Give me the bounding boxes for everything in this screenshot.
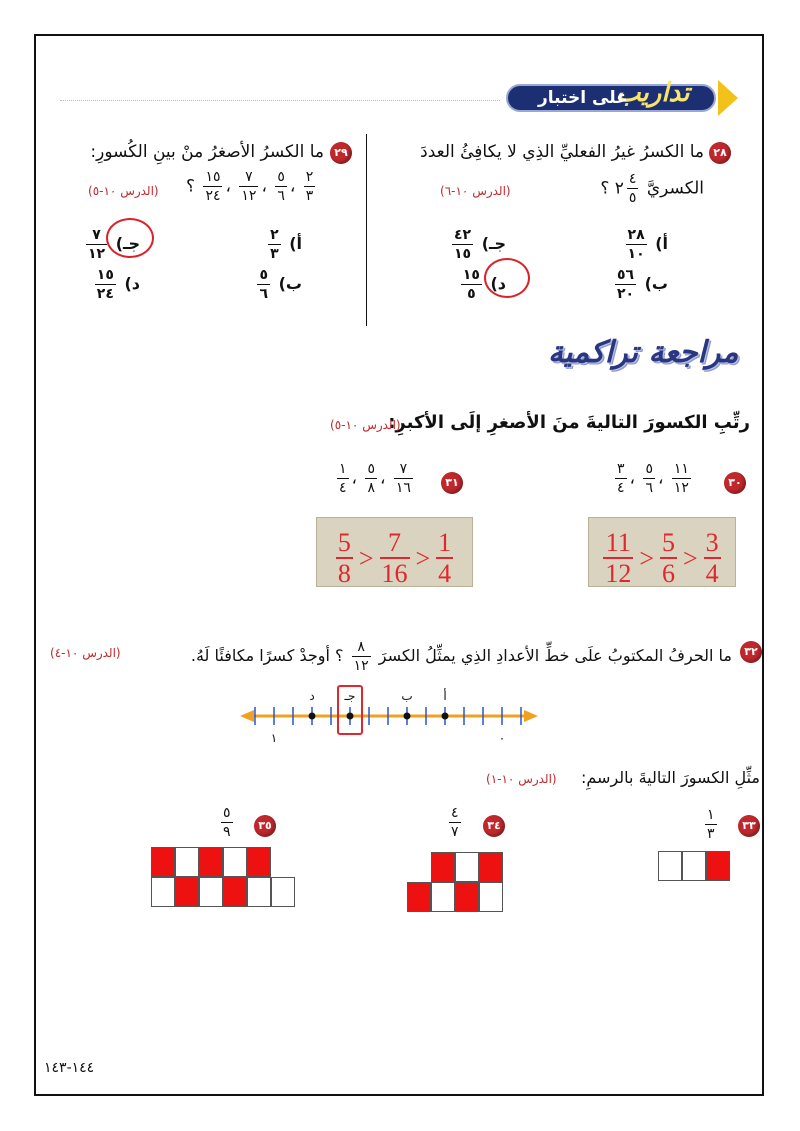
- numerator: ٢: [270, 227, 279, 243]
- model-lesson-ref: (الدرس ١٠-١): [486, 772, 557, 786]
- number-line-axis: [240, 710, 538, 722]
- q28-mixed-fraction: [627, 172, 639, 205]
- denominator: ٥: [467, 286, 476, 302]
- numerator: ٢٨: [627, 227, 645, 243]
- denominator: ٦: [277, 188, 285, 204]
- model-cell-shaded: [479, 852, 503, 882]
- numerator: ٤: [628, 171, 637, 187]
- numerator: ١: [707, 807, 715, 823]
- model-cell: [223, 847, 247, 877]
- q29-qmark: ؟: [186, 176, 196, 197]
- q29-option-d[interactable]: [92, 268, 140, 301]
- greater-than: >: [415, 543, 431, 573]
- q31-answer: [317, 530, 472, 587]
- banner-prefix: تداريب: [616, 78, 690, 108]
- denominator: 6: [662, 559, 675, 588]
- denominator: ٤: [617, 480, 625, 496]
- model-cell: [199, 877, 223, 907]
- numerator: ٥: [367, 461, 375, 477]
- denominator: ١٥: [454, 246, 472, 262]
- numerator: ٨: [352, 640, 371, 657]
- numerator: ٣: [617, 461, 625, 477]
- q28-line2-pre: الكسريَّ: [646, 178, 704, 199]
- numerator: ٥: [223, 805, 231, 821]
- q28-qmark: ؟: [600, 178, 610, 199]
- model-cell: [682, 851, 706, 881]
- one-label: ١: [270, 731, 278, 745]
- option-label: د): [490, 274, 506, 293]
- banner-arrow-icon: [718, 80, 738, 116]
- numerator: ٧: [239, 170, 258, 187]
- right-arrow-icon: [524, 710, 538, 722]
- question-number-35: ٣٥: [254, 815, 276, 837]
- fraction: [239, 170, 258, 203]
- numerator: 11: [603, 530, 633, 559]
- fraction: [672, 462, 691, 495]
- point-label: ب: [401, 689, 413, 703]
- q34-fraction-model: [407, 852, 503, 912]
- q28-lesson-ref: (الدرس ١٠-٦): [440, 184, 511, 198]
- denominator: ١٦: [395, 480, 411, 496]
- option-fraction: [452, 228, 473, 261]
- option-fraction: [95, 268, 116, 301]
- q28-answer-circle: [484, 258, 530, 298]
- point-marker: [442, 713, 449, 720]
- q29-lesson-ref: (الدرس ١٠-٥): [88, 184, 159, 198]
- q32-text: [191, 640, 732, 673]
- numerator: 7: [380, 530, 410, 559]
- denominator: ٣: [707, 826, 715, 842]
- review-lesson-ref: (الدرس ١٠-٥): [330, 418, 401, 432]
- fraction: [203, 170, 222, 203]
- q32-text-b: ؟ أوجدْ كسرًا مكافئًا لَهُ.: [190, 646, 344, 665]
- separator: ،: [351, 468, 358, 489]
- answer-fraction: [603, 530, 633, 587]
- separator: ،: [657, 468, 664, 489]
- fraction: [304, 170, 316, 203]
- q32-fraction: [352, 640, 371, 673]
- q30-answer-box: [588, 517, 736, 587]
- q28-text-line1: ما الكسرُ غيرُ الفعليِّ الذِي لا يكافِئُ العددَ: [420, 142, 704, 162]
- question-number-34: ٣٤: [483, 815, 505, 837]
- q35-fraction: [218, 806, 236, 839]
- model-cell: [479, 882, 503, 912]
- denominator: ٤: [339, 480, 347, 496]
- fraction: [643, 462, 655, 495]
- model-cell: [247, 877, 271, 907]
- q35-fraction-model: [151, 847, 295, 907]
- denominator: ٢٤: [96, 286, 114, 302]
- model-cell: [658, 851, 682, 881]
- separator: ،: [261, 176, 267, 197]
- option-label: جـ): [115, 234, 140, 253]
- numerator: ١٥: [205, 169, 221, 185]
- point-marker: [309, 713, 316, 720]
- review-instruction: رتِّبِ الكسورَ التاليةَ منَ الأصغرِ إلَى الأكبرِ:: [388, 412, 750, 433]
- model-cell-shaded: [706, 851, 730, 881]
- denominator: ٥: [628, 190, 637, 206]
- model-cell-blank: [407, 852, 431, 882]
- numerator: ٥: [277, 169, 285, 185]
- model-cell: [431, 882, 455, 912]
- question-number-30: ٣٠: [724, 472, 746, 494]
- denominator: 16: [381, 559, 408, 588]
- q29-option-a[interactable]: [265, 228, 302, 261]
- review-section-title: مراجعة تراكمية: [548, 335, 739, 370]
- q28-text-line2: [600, 172, 704, 205]
- q32-lesson-ref: (الدرس ١٠-٤): [50, 646, 121, 660]
- denominator: ٢٤: [205, 188, 221, 204]
- separator: ،: [379, 468, 386, 489]
- denominator: ٦: [645, 480, 653, 496]
- banner-title: على اختبار: [538, 88, 628, 108]
- model-cell-shaded: [199, 847, 223, 877]
- q29-option-b[interactable]: [254, 268, 302, 301]
- q28-whole: ٢: [614, 178, 624, 199]
- fraction: [394, 462, 413, 495]
- model-cell-shaded: [455, 882, 479, 912]
- section-banner: [506, 80, 734, 114]
- answer-fraction: [704, 530, 721, 587]
- model-cell-shaded: [407, 882, 431, 912]
- model-cell-blank: [271, 847, 295, 877]
- option-fraction: [268, 228, 281, 261]
- banner-rule: [60, 100, 500, 101]
- model-cell-shaded: [175, 877, 199, 907]
- separator: ،: [225, 176, 231, 197]
- q33-fraction-model: [658, 851, 730, 881]
- q28-option-a[interactable]: [623, 228, 668, 261]
- option-label: جـ): [481, 234, 506, 253]
- denominator: ١٢: [353, 658, 369, 674]
- question-number-32: ٣٢: [740, 641, 762, 663]
- point-label: د: [309, 689, 315, 703]
- fraction: [705, 808, 717, 841]
- option-label: د): [124, 274, 140, 293]
- q33-fraction: [702, 808, 720, 841]
- fraction: [365, 462, 377, 495]
- fraction: [275, 170, 287, 203]
- option-fraction: [86, 228, 107, 261]
- fraction: [615, 462, 627, 495]
- numerator: ٧: [394, 462, 413, 479]
- option-label: ب): [644, 274, 668, 293]
- model-cell: [455, 852, 479, 882]
- q31-fraction-list: [334, 462, 416, 495]
- page-number: ١٤٤-١٤٣: [44, 1060, 95, 1076]
- numerator: ٥: [645, 461, 653, 477]
- question-number-31: ٣١: [441, 472, 463, 494]
- zero-label: ٠: [498, 731, 506, 745]
- model-cell: [151, 877, 175, 907]
- point-label: أ: [443, 689, 447, 703]
- answer-fraction: [436, 530, 453, 587]
- separator: ،: [629, 468, 636, 489]
- numerator: ٥: [259, 267, 269, 283]
- denominator: ١٠: [627, 246, 645, 262]
- option-fraction: [626, 228, 647, 261]
- point-marker: [347, 713, 354, 720]
- numerator: ٧: [86, 228, 107, 245]
- denominator: ٩: [223, 824, 231, 840]
- option-fraction: [461, 268, 482, 301]
- q29-fraction-list: [186, 170, 318, 203]
- denominator: 8: [337, 559, 351, 588]
- numerator: ٥٦: [616, 267, 635, 283]
- model-cell-shaded: [431, 852, 455, 882]
- answer-fraction: [380, 530, 410, 587]
- left-arrow-icon: [240, 710, 254, 722]
- denominator: ١٢: [673, 480, 689, 496]
- model-cell-shaded: [151, 847, 175, 877]
- denominator: ٦: [259, 286, 269, 302]
- question-number-29: ٢٩: [330, 142, 352, 164]
- question-number-33: ٣٣: [738, 815, 760, 837]
- numerator: 3: [705, 528, 719, 557]
- option-fraction: [257, 268, 270, 301]
- greater-than: >: [639, 543, 654, 573]
- column-divider: [366, 134, 367, 326]
- denominator: 4: [438, 559, 452, 588]
- model-cell: [175, 847, 199, 877]
- point-marker: [404, 713, 411, 720]
- denominator: ٢٠: [616, 286, 635, 302]
- q31-answer-box: [316, 517, 473, 587]
- greater-than: >: [683, 543, 698, 573]
- q29-text-line1: ما الكسرُ الأصغرُ منْ بينِ الكُسورِ:: [90, 142, 324, 162]
- numerator: ١٥: [96, 267, 114, 283]
- separator: ،: [289, 176, 296, 197]
- denominator: 4: [705, 559, 719, 588]
- q32-text-a: ما الحرفُ المكتوبُ علَى خطِّ الأعدادِ الذِي يمثِّلُ الكسرَ: [378, 646, 732, 665]
- numerator: 5: [337, 528, 351, 557]
- numerator: 1: [438, 528, 452, 557]
- numerator: ٤: [451, 805, 459, 821]
- numerator: 5: [662, 528, 675, 557]
- option-label: أ): [655, 234, 668, 253]
- q29-answer-circle: [106, 218, 154, 258]
- q30-answer: [589, 530, 735, 587]
- denominator: 12: [605, 559, 632, 588]
- denominator: ٧: [451, 824, 459, 840]
- numerator: ١: [339, 461, 347, 477]
- denominator: ٣: [305, 188, 314, 204]
- q28-option-c[interactable]: [449, 228, 506, 261]
- greater-than: >: [358, 543, 374, 573]
- q30-fraction-list: [612, 462, 694, 495]
- q28-option-b[interactable]: [612, 268, 668, 301]
- denominator: ٨: [367, 480, 375, 496]
- point-label: جـ: [344, 689, 356, 703]
- numerator: ١٥: [462, 267, 480, 283]
- model-cell-shaded: [247, 847, 271, 877]
- model-instruction: مثِّلِ الكسورَ التاليةَ بالرسمِ:: [581, 768, 760, 787]
- model-cell: [271, 877, 295, 907]
- fraction: [337, 462, 349, 495]
- denominator: ١٢: [88, 246, 106, 262]
- numerator: ٤٢: [454, 227, 472, 243]
- answer-fraction: [336, 530, 353, 587]
- denominator: ١٢: [241, 188, 257, 204]
- denominator: ٣: [270, 246, 279, 262]
- answer-fraction: [660, 530, 677, 587]
- numerator: ١١: [673, 461, 689, 477]
- number-line: [236, 680, 544, 752]
- numerator: ٢: [305, 169, 314, 185]
- option-label: أ): [289, 234, 302, 253]
- option-label: ب): [278, 274, 302, 293]
- q34-fraction: [446, 806, 464, 839]
- option-fraction: [615, 268, 636, 301]
- fraction: [221, 806, 233, 839]
- model-cell-shaded: [223, 877, 247, 907]
- question-number-28: ٢٨: [709, 142, 731, 164]
- fraction: [449, 806, 461, 839]
